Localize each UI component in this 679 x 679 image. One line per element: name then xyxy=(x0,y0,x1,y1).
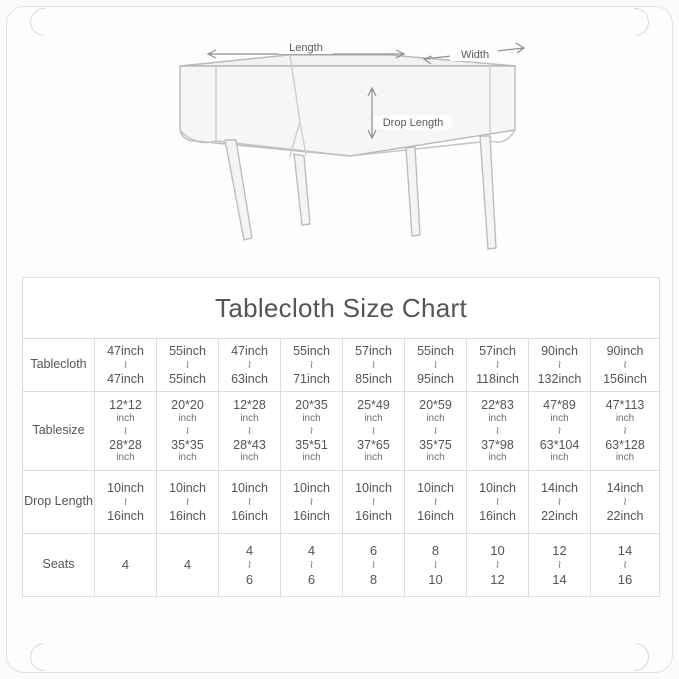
cell-seats-4 xyxy=(281,534,343,597)
value-from: 12*12 xyxy=(109,397,142,412)
range-tilde: ≀ xyxy=(123,495,128,508)
value-from-unit: inch xyxy=(364,412,383,424)
value-to-unit: inch xyxy=(178,452,197,464)
value-to: 16inch xyxy=(417,508,454,523)
cell-tablecloth-4 xyxy=(281,339,343,392)
value-to-unit: inch xyxy=(240,452,259,464)
value-from: 10inch xyxy=(417,480,454,495)
value-from: 20*35 xyxy=(295,397,328,412)
range-tilde: ≀ xyxy=(557,495,562,508)
value-to-unit: inch xyxy=(550,452,569,464)
value-from: 20*20 xyxy=(171,397,204,412)
value-from: 47*89 xyxy=(543,397,576,412)
tablecloth-illustration xyxy=(20,10,659,272)
value-to: 28*28 xyxy=(109,437,142,452)
value-to: 16inch xyxy=(355,508,392,523)
range-tilde: ≀ xyxy=(309,424,314,437)
table-row-tablesize xyxy=(23,392,660,471)
tablecloth-size-chart xyxy=(22,277,660,597)
cell-tablesize-2 xyxy=(157,392,219,471)
range-tilde: ≀ xyxy=(433,558,438,571)
value-to: 16inch xyxy=(479,508,516,523)
value-to: 35*75 xyxy=(419,437,452,452)
range-tilde: ≀ xyxy=(247,558,252,571)
value-to: 85inch xyxy=(355,371,392,386)
chart-title-row xyxy=(23,278,660,339)
value-from: 90inch xyxy=(541,343,578,358)
cell-tablecloth-6 xyxy=(405,339,467,392)
value-to: 8 xyxy=(369,571,378,587)
cell-tablesize-7 xyxy=(467,392,529,471)
range-tilde: ≀ xyxy=(495,495,500,508)
label-length: Length xyxy=(289,42,323,54)
value-to: 10 xyxy=(428,571,443,587)
value-to: 22inch xyxy=(606,508,644,523)
cell-seats-1 xyxy=(95,534,157,597)
value-to: 12 xyxy=(490,571,505,587)
cell-drop-4 xyxy=(281,471,343,534)
value-to: 118inch xyxy=(476,371,519,386)
value-from-unit: inch xyxy=(302,412,321,424)
value-from: 12 xyxy=(552,543,567,559)
range-tilde: ≀ xyxy=(185,495,190,508)
value-from-unit: inch xyxy=(488,412,507,424)
value-to: 16inch xyxy=(231,508,268,523)
row-label-tablesize: Tablesize xyxy=(23,392,95,471)
range-tilde: ≀ xyxy=(622,558,628,571)
cell-seats-6 xyxy=(405,534,467,597)
range-tilde: ≀ xyxy=(371,358,376,371)
cell-drop-6 xyxy=(405,471,467,534)
value-to: 156inch xyxy=(603,371,647,386)
range-tilde: ≀ xyxy=(495,558,500,571)
cell-tablesize-4 xyxy=(281,392,343,471)
cell-drop-2 xyxy=(157,471,219,534)
range-tilde: ≀ xyxy=(247,495,252,508)
value-from: 55inch xyxy=(417,343,454,358)
value-to: 35*35 xyxy=(171,437,204,452)
value-from-unit: inch xyxy=(116,412,135,424)
value-to-unit: inch xyxy=(426,452,445,464)
value-from: 6 xyxy=(369,543,378,559)
value-from: 14 xyxy=(617,543,633,559)
cell-drop-1 xyxy=(95,471,157,534)
value-from: 10inch xyxy=(479,480,516,495)
cell-drop-3 xyxy=(219,471,281,534)
value-from-unit: inch xyxy=(426,412,445,424)
value-to: 16 xyxy=(617,571,633,587)
value-to-unit: inch xyxy=(615,452,635,464)
value-from: 55inch xyxy=(293,343,330,358)
value-to-unit: inch xyxy=(364,452,383,464)
value-from-unit: inch xyxy=(550,412,569,424)
range-tilde: ≀ xyxy=(371,424,376,437)
cell-tablesize-5 xyxy=(343,392,405,471)
range-tilde: ≀ xyxy=(495,424,500,437)
cell-tablecloth-3 xyxy=(219,339,281,392)
cell-drop-7 xyxy=(467,471,529,534)
value-to: 16inch xyxy=(107,508,144,523)
cell-tablesize-3 xyxy=(219,392,281,471)
range-tilde: ≀ xyxy=(185,358,190,371)
value-from: 47inch xyxy=(231,343,268,358)
value-from: 4 xyxy=(183,557,192,573)
range-tilde: ≀ xyxy=(433,424,438,437)
value-from-unit: inch xyxy=(178,412,197,424)
value-from: 57inch xyxy=(355,343,392,358)
value-from: 4 xyxy=(307,543,316,559)
cell-tablecloth-7 xyxy=(467,339,529,392)
row-label-drop-length: Drop Length xyxy=(23,471,95,534)
cell-seats-8 xyxy=(529,534,591,597)
value-from: 55inch xyxy=(169,343,206,358)
value-from: 14inch xyxy=(606,480,644,495)
value-to: 14 xyxy=(552,571,567,587)
value-from: 22*83 xyxy=(481,397,514,412)
value-to: 6 xyxy=(307,571,316,587)
value-to-unit: inch xyxy=(488,452,507,464)
cell-tablecloth-5 xyxy=(343,339,405,392)
cell-drop-8 xyxy=(529,471,591,534)
value-from: 4 xyxy=(121,557,130,573)
cell-tablecloth-1 xyxy=(95,339,157,392)
range-tilde: ≀ xyxy=(247,358,252,371)
value-from: 10inch xyxy=(293,480,330,495)
value-from: 57inch xyxy=(479,343,516,358)
row-label-tablecloth: Tablecloth xyxy=(23,339,95,392)
value-to: 28*43 xyxy=(233,437,266,452)
range-tilde: ≀ xyxy=(371,558,376,571)
table-row-tablecloth xyxy=(23,339,660,392)
value-from-unit: inch xyxy=(615,412,635,424)
range-tilde: ≀ xyxy=(123,424,128,437)
range-tilde: ≀ xyxy=(123,358,128,371)
value-to: 35*51 xyxy=(295,437,328,452)
value-to: 37*65 xyxy=(357,437,390,452)
range-tilde: ≀ xyxy=(557,424,562,437)
value-to: 63*104 xyxy=(539,437,580,452)
value-from: 47*113 xyxy=(605,397,645,412)
value-from: 10inch xyxy=(169,480,206,495)
row-label-seats: Seats xyxy=(23,534,95,597)
value-to: 22inch xyxy=(541,508,578,523)
value-to: 16inch xyxy=(169,508,206,523)
value-to: 37*98 xyxy=(481,437,514,452)
range-tilde: ≀ xyxy=(247,424,252,437)
value-from: 10 xyxy=(490,543,505,559)
cell-seats-2 xyxy=(157,534,219,597)
label-drop-length: Drop Length xyxy=(382,117,444,129)
value-from: 25*49 xyxy=(357,397,390,412)
cell-seats-9 xyxy=(591,534,660,597)
size-chart-container xyxy=(22,277,657,652)
value-from: 47inch xyxy=(107,343,144,358)
range-tilde: ≀ xyxy=(371,495,376,508)
range-tilde: ≀ xyxy=(433,358,438,371)
range-tilde: ≀ xyxy=(622,495,628,508)
cell-tablecloth-8 xyxy=(529,339,591,392)
value-from: 14inch xyxy=(541,480,578,495)
value-from: 4 xyxy=(245,543,254,559)
value-from-unit: inch xyxy=(240,412,259,424)
page-title: Tablecloth Size Chart xyxy=(23,278,660,339)
value-to: 6 xyxy=(245,571,254,587)
cell-drop-9 xyxy=(591,471,660,534)
range-tilde: ≀ xyxy=(309,358,314,371)
table-row-drop-length xyxy=(23,471,660,534)
cell-seats-5 xyxy=(343,534,405,597)
value-to-unit: inch xyxy=(116,452,135,464)
value-to: 71inch xyxy=(293,371,330,386)
value-to: 63inch xyxy=(231,371,268,386)
value-to: 16inch xyxy=(293,508,330,523)
range-tilde: ≀ xyxy=(622,358,628,371)
cell-tablesize-6 xyxy=(405,392,467,471)
value-to-unit: inch xyxy=(302,452,321,464)
value-to: 47inch xyxy=(107,371,144,386)
value-from: 8 xyxy=(431,543,440,559)
value-from: 90inch xyxy=(606,343,644,358)
value-to: 95inch xyxy=(417,371,454,386)
range-tilde: ≀ xyxy=(433,495,438,508)
cell-tablesize-8 xyxy=(529,392,591,471)
value-from: 12*28 xyxy=(233,397,266,412)
cell-seats-3 xyxy=(219,534,281,597)
value-from: 20*59 xyxy=(419,397,452,412)
range-tilde: ≀ xyxy=(309,495,314,508)
cell-tablecloth-9 xyxy=(591,339,660,392)
cell-tablesize-1 xyxy=(95,392,157,471)
label-width: Width xyxy=(460,49,490,61)
range-tilde: ≀ xyxy=(309,558,314,571)
range-tilde: ≀ xyxy=(557,558,562,571)
value-to: 63*128 xyxy=(605,437,645,452)
range-tilde: ≀ xyxy=(622,424,628,437)
cell-tablecloth-2 xyxy=(157,339,219,392)
value-from: 10inch xyxy=(355,480,392,495)
range-tilde: ≀ xyxy=(495,358,500,371)
value-to: 55inch xyxy=(169,371,206,386)
value-from: 10inch xyxy=(107,480,144,495)
value-to: 132inch xyxy=(537,371,582,386)
range-tilde: ≀ xyxy=(185,424,190,437)
table-row-seats xyxy=(23,534,660,597)
range-tilde: ≀ xyxy=(557,358,562,371)
cell-tablesize-9 xyxy=(591,392,660,471)
cell-seats-7 xyxy=(467,534,529,597)
value-from: 10inch xyxy=(231,480,268,495)
cell-drop-5 xyxy=(343,471,405,534)
